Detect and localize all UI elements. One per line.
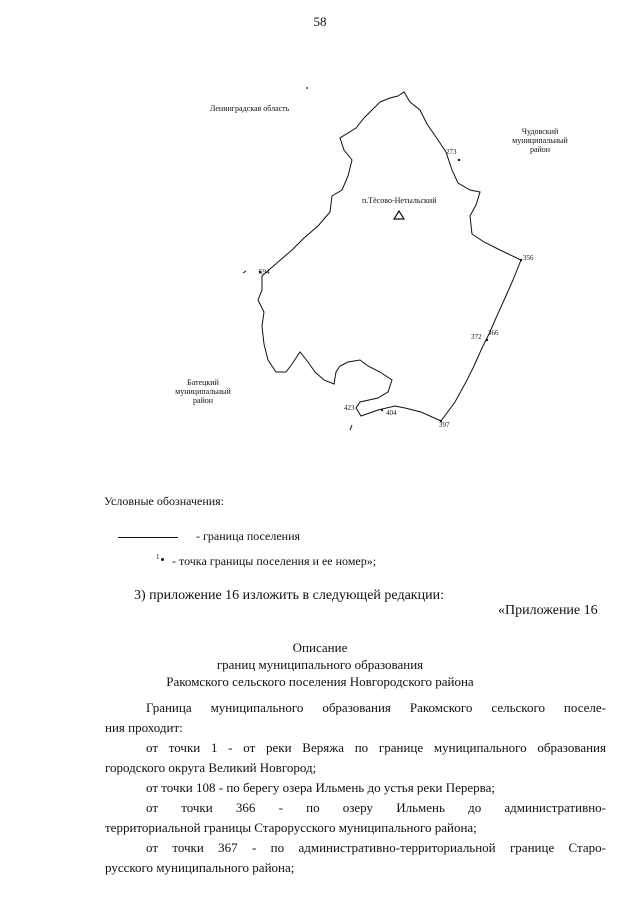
tick-mark xyxy=(243,271,246,273)
point-label-366: 366 xyxy=(488,329,499,337)
stray-mark xyxy=(306,87,308,89)
segment-2: от точки 108 - по берегу озера Ильмень до устья реки Перерва; xyxy=(146,780,496,795)
point-label-594: 594 xyxy=(259,268,270,276)
point-label-273: 273 xyxy=(446,148,457,156)
point-marker-404 xyxy=(381,409,383,411)
settlement-marker-icon xyxy=(394,211,404,219)
heading-line-1: Описание xyxy=(292,640,348,655)
point-marker-366 xyxy=(486,339,488,341)
segment-4-line-1: от точки 367 - по административно-территориальной границе Старо- xyxy=(146,840,606,855)
legend-point-label: - точка границы поселения и ее номер»; xyxy=(172,554,377,568)
legend-point-icon xyxy=(161,558,164,561)
point-marker-356 xyxy=(520,259,522,261)
settlement-boundary xyxy=(258,92,521,421)
heading-line-3: Ракомского сельского поселения Новгородского района xyxy=(166,674,474,689)
legend-boundary-line xyxy=(118,537,178,538)
region-label-chudovo: Чудовский муниципальный район xyxy=(512,127,568,154)
tick-mark xyxy=(350,425,352,430)
paragraph-1-line-2: ния проходит: xyxy=(105,720,183,735)
segment-3-line-1: от точки 366 - по озеру Ильмень до административно- xyxy=(146,800,606,815)
segment-1-line-1: от точки 1 - от реки Веряжа по границе муниципального образования xyxy=(146,740,606,755)
segment-1-line-2: городского округа Великий Новгород; xyxy=(105,760,317,775)
point-label-372: 372 xyxy=(471,333,482,341)
region-label-batetsky: Батецкий муниципальный район xyxy=(175,378,231,405)
settlement-label: п.Тёсово-Нетыльский xyxy=(362,196,437,205)
appendix-reference: «Приложение 16 xyxy=(498,603,598,618)
legend-point-number: 1 xyxy=(156,553,160,561)
legend-boundary-label: - граница поселения xyxy=(196,529,301,543)
paragraph-1-line-1: Граница муниципального образования Ракомского сельского поселе- xyxy=(146,700,606,715)
point-label-397: 397 xyxy=(439,421,450,429)
point-label-356: 356 xyxy=(523,254,534,262)
point-label-423: 423 xyxy=(344,404,355,412)
segment-4-line-2: русского муниципального района; xyxy=(105,860,295,875)
point-marker-273 xyxy=(458,159,460,161)
point-label-404: 404 xyxy=(386,409,397,417)
legend-title: Условные обозначения: xyxy=(104,494,225,508)
page-number: 58 xyxy=(313,14,327,29)
amendment-item-3: 3) приложение 16 изложить в следующей редакции: xyxy=(134,588,444,603)
region-label-leningrad: Ленинградская область xyxy=(210,104,290,113)
heading-line-2: границ муниципального образования xyxy=(216,657,424,672)
segment-3-line-2: территориальной границы Старорусского муниципального района; xyxy=(105,820,477,835)
